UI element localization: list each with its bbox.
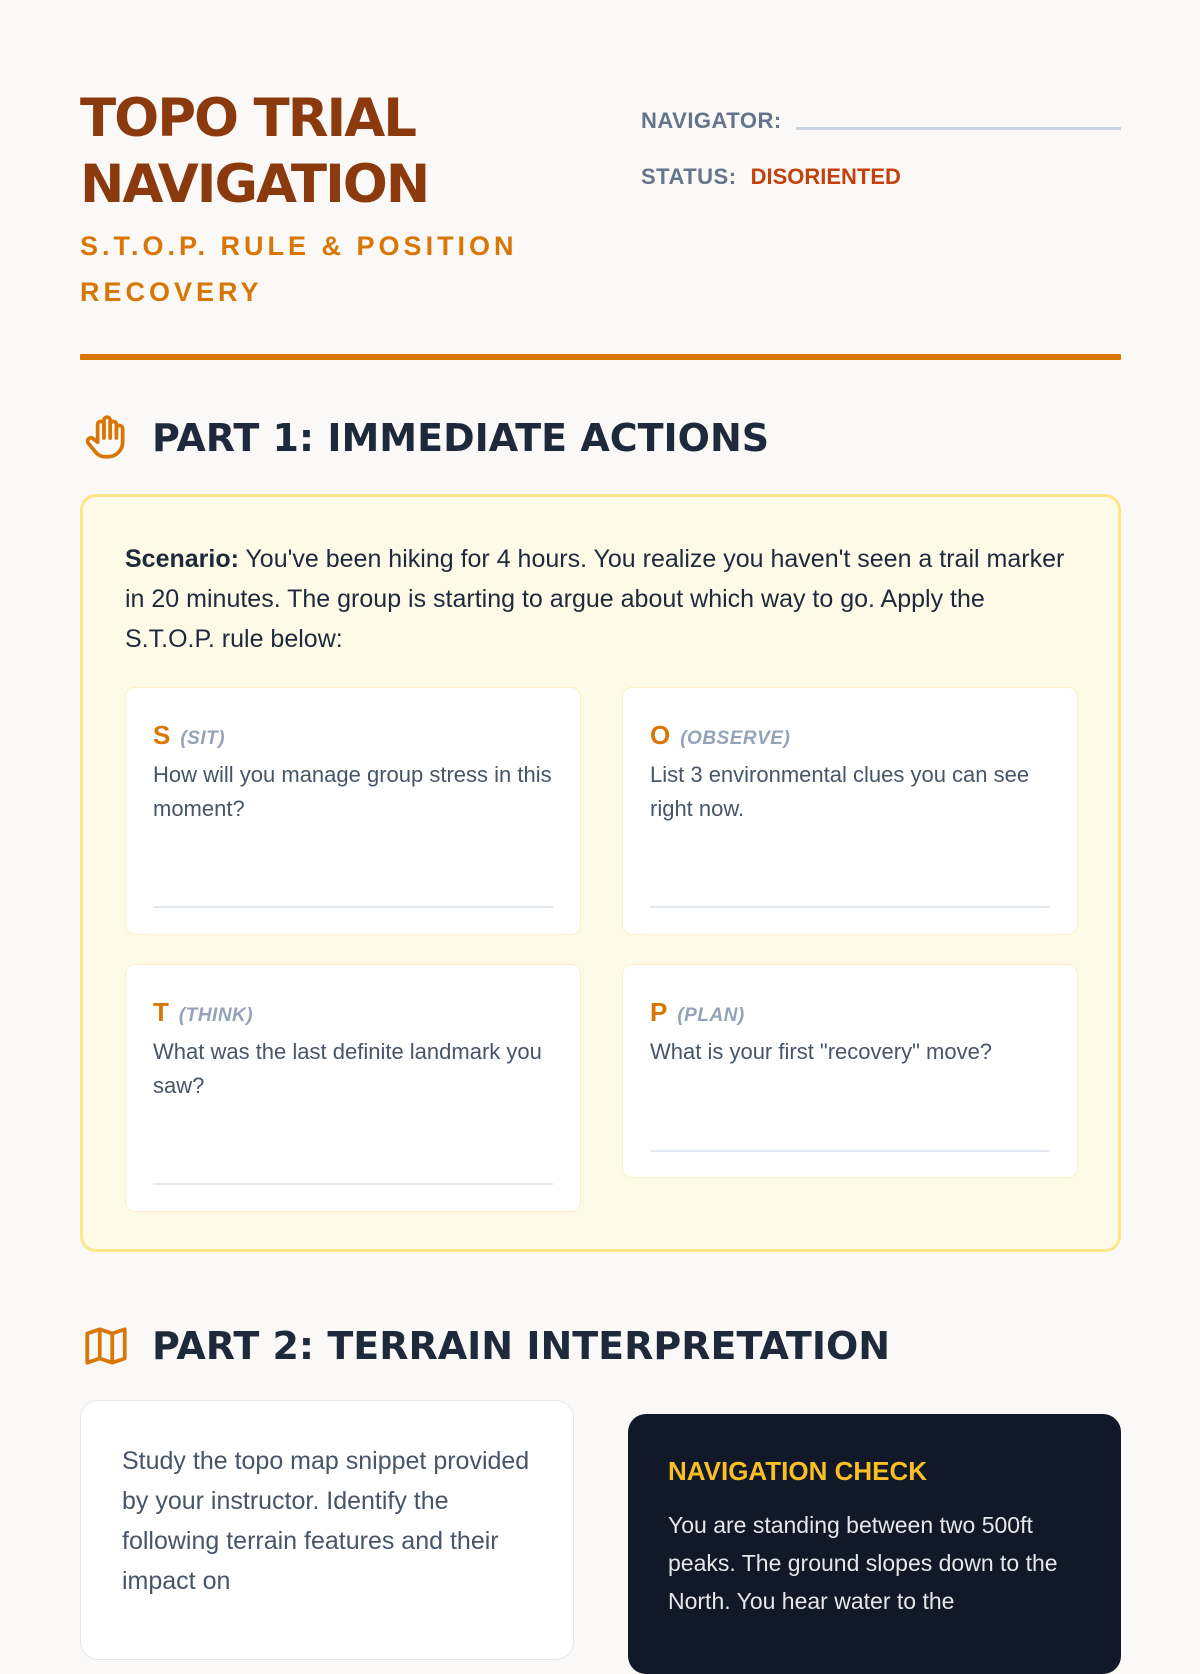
header-divider	[80, 354, 1121, 360]
part2-title: PART 2: TERRAIN INTERPRETATION	[152, 1324, 891, 1368]
card-letter: O	[650, 720, 671, 750]
page-title: TOPO TRIAL NAVIGATION	[80, 88, 429, 215]
hand-stop-icon	[80, 412, 132, 464]
card-head	[153, 997, 253, 1028]
stop-card-s	[125, 687, 581, 935]
card-letter: T	[153, 997, 169, 1027]
scenario-text	[125, 539, 1075, 659]
answer-line[interactable]	[153, 906, 553, 908]
card-word: (THINK)	[178, 1005, 254, 1026]
navigator-field[interactable]	[796, 127, 1121, 130]
header	[80, 86, 1121, 356]
part1-heading	[80, 412, 769, 464]
part1-title: PART 1: IMMEDIATE ACTIONS	[152, 416, 770, 460]
scenario-box	[80, 494, 1121, 1252]
stop-card-o	[622, 687, 1078, 935]
page-subtitle: S.T.O.P. RULE & POSITION RECOVERY	[80, 231, 518, 307]
status-row	[641, 150, 1121, 190]
card-word: (SIT)	[180, 728, 226, 749]
navigator-label: NAVIGATOR:	[641, 108, 782, 133]
scenario-label: Scenario:	[125, 545, 239, 573]
stop-card-t	[125, 964, 581, 1212]
status-label: STATUS:	[641, 164, 737, 189]
scenario-body: You've been hiking for 4 hours. You realize you haven't seen a trail marker in 20 minutes. The group is starting to argue about which way to go. Apply the S.T.O.P. rule below:	[125, 545, 1065, 653]
navigation-check-title: NAVIGATION CHECK	[668, 1456, 928, 1486]
card-question: What was the last definite landmark you saw?	[153, 1039, 542, 1098]
navigation-check-card	[628, 1414, 1121, 1674]
navigator-row	[641, 94, 1121, 134]
map-icon	[80, 1320, 132, 1372]
study-text: Study the topo map snippet provided by your instructor. Identify the following terrain features and their impact on	[122, 1447, 530, 1595]
card-question: List 3 environmental clues you can see right now.	[650, 762, 1030, 821]
status-value: DISORIENTED	[750, 164, 901, 189]
study-card	[80, 1400, 574, 1660]
answer-line[interactable]	[153, 1183, 553, 1185]
card-word: (PLAN)	[677, 1005, 745, 1026]
answer-line[interactable]	[650, 906, 1050, 908]
card-word: (OBSERVE)	[680, 728, 791, 749]
card-head	[650, 720, 790, 751]
card-letter: P	[650, 997, 668, 1027]
navigation-check-text: You are standing between two 500ft peaks. The ground slopes down to the North. You hear water to the	[668, 1512, 1058, 1614]
card-question: What is your first "recovery" move?	[650, 1039, 993, 1064]
answer-line[interactable]	[650, 1150, 1050, 1152]
card-head	[650, 997, 745, 1028]
card-head	[153, 720, 225, 751]
stop-card-p	[622, 964, 1078, 1178]
meta-block	[641, 94, 1121, 206]
card-letter: S	[153, 720, 171, 750]
card-question: How will you manage group stress in this moment?	[153, 762, 552, 821]
part2-heading	[80, 1320, 890, 1372]
